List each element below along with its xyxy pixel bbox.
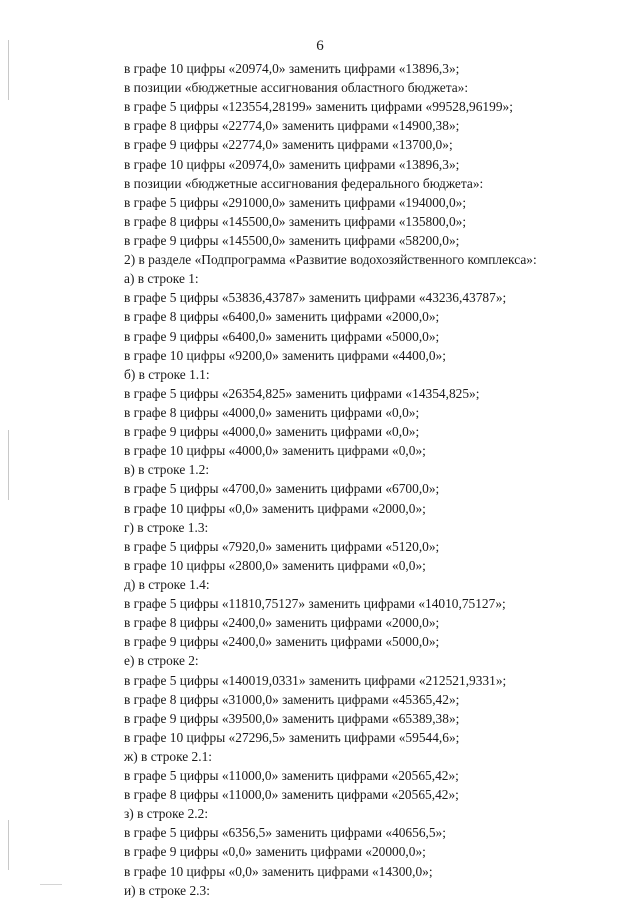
text-line: в графе 10 цифры «9200,0» заменить цифрами «4400,0»; xyxy=(124,347,446,363)
text-line: в графе 10 цифры «20974,0» заменить цифрами «13896,3»; xyxy=(124,156,460,172)
text-line: в графе 5 цифры «11000,0» заменить цифрами «20565,42»; xyxy=(124,768,459,784)
text-line: в графе 9 цифры «2400,0» заменить цифрами «5000,0»; xyxy=(124,634,440,650)
text-line: в графе 5 цифры «140019,0331» заменить цифрами «212521,9331»; xyxy=(124,672,507,688)
text-line: в графе 5 цифры «123554,28199» заменить цифрами «99528,96199»; xyxy=(124,99,513,115)
text-line: в позиции «бюджетные ассигнования областного бюджета»: xyxy=(124,80,469,96)
text-line: в) в строке 1.2: xyxy=(124,462,210,478)
text-line: в графе 10 цифры «4000,0» заменить цифрами «0,0»; xyxy=(124,443,426,459)
text-line: а) в строке 1: xyxy=(124,271,199,287)
text-line: з) в строке 2.2: xyxy=(124,806,209,822)
scan-margin-mark xyxy=(8,820,9,870)
text-line: в графе 10 цифры «2800,0» заменить цифрами «0,0»; xyxy=(124,557,426,573)
text-line: в графе 8 цифры «2400,0» заменить цифрами «2000,0»; xyxy=(124,615,440,631)
text-line: в графе 5 цифры «26354,825» заменить цифрами «14354,825»; xyxy=(124,385,480,401)
text-line: в графе 8 цифры «4000,0» заменить цифрами «0,0»; xyxy=(124,404,420,420)
scan-margin-mark xyxy=(8,430,9,500)
text-line: в графе 9 цифры «4000,0» заменить цифрами «0,0»; xyxy=(124,424,420,440)
document-body xyxy=(124,59,624,900)
text-line: в графе 9 цифры «145500,0» заменить цифрами «58200,0»; xyxy=(124,232,460,248)
text-line: в графе 9 цифры «6400,0» заменить цифрами «5000,0»; xyxy=(124,328,440,344)
text-line: в графе 8 цифры «31000,0» заменить цифрами «45365,42»; xyxy=(124,691,460,707)
text-line: ж) в строке 2.1: xyxy=(124,748,213,764)
text-line: и) в строке 2.3: xyxy=(124,882,210,898)
text-line: в графе 9 цифры «0,0» заменить цифрами «20000,0»; xyxy=(124,844,426,860)
text-line: в графе 10 цифры «0,0» заменить цифрами «14300,0»; xyxy=(124,863,433,879)
text-line: в графе 5 цифры «11810,75127» заменить цифрами «14010,75127»; xyxy=(124,596,506,612)
text-line: в графе 5 цифры «53836,43787» заменить цифрами «43236,43787»; xyxy=(124,290,507,306)
text-line: в графе 8 цифры «22774,0» заменить цифрами «14900,38»; xyxy=(124,118,460,134)
text-line: в графе 9 цифры «39500,0» заменить цифрами «65389,38»; xyxy=(124,710,460,726)
text-line: б) в строке 1.1: xyxy=(124,366,210,382)
text-line: в графе 5 цифры «6356,5» заменить цифрами «40656,5»; xyxy=(124,825,446,841)
text-line: в графе 8 цифры «6400,0» заменить цифрами «2000,0»; xyxy=(124,309,440,325)
text-line: д) в строке 1.4: xyxy=(124,576,210,592)
text-line: в графе 5 цифры «291000,0» заменить цифрами «194000,0»; xyxy=(124,194,467,210)
page-number: 6 xyxy=(316,38,324,54)
text-line: в графе 8 цифры «145500,0» заменить цифрами «135800,0»; xyxy=(124,213,467,229)
text-line: в графе 8 цифры «11000,0» заменить цифрами «20565,42»; xyxy=(124,787,459,803)
text-line: в графе 5 цифры «7920,0» заменить цифрами «5120,0»; xyxy=(124,538,440,554)
text-line: 2) в разделе «Подпрограмма «Развитие водохозяйственного комплекса»: xyxy=(124,252,537,268)
text-line: е) в строке 2: xyxy=(124,653,199,669)
scan-speck xyxy=(40,884,62,885)
text-line: в графе 9 цифры «22774,0» заменить цифрами «13700,0»; xyxy=(124,137,453,153)
text-line: в графе 5 цифры «4700,0» заменить цифрами «6700,0»; xyxy=(124,481,440,497)
text-line: в графе 10 цифры «27296,5» заменить цифрами «59544,6»; xyxy=(124,729,460,745)
text-line: в позиции «бюджетные ассигнования федерального бюджета»: xyxy=(124,175,484,191)
text-line: в графе 10 цифры «20974,0» заменить цифрами «13896,3»; xyxy=(124,61,460,76)
text-line: в графе 10 цифры «0,0» заменить цифрами «2000,0»; xyxy=(124,500,426,516)
text-line: г) в строке 1.3: xyxy=(124,519,209,535)
